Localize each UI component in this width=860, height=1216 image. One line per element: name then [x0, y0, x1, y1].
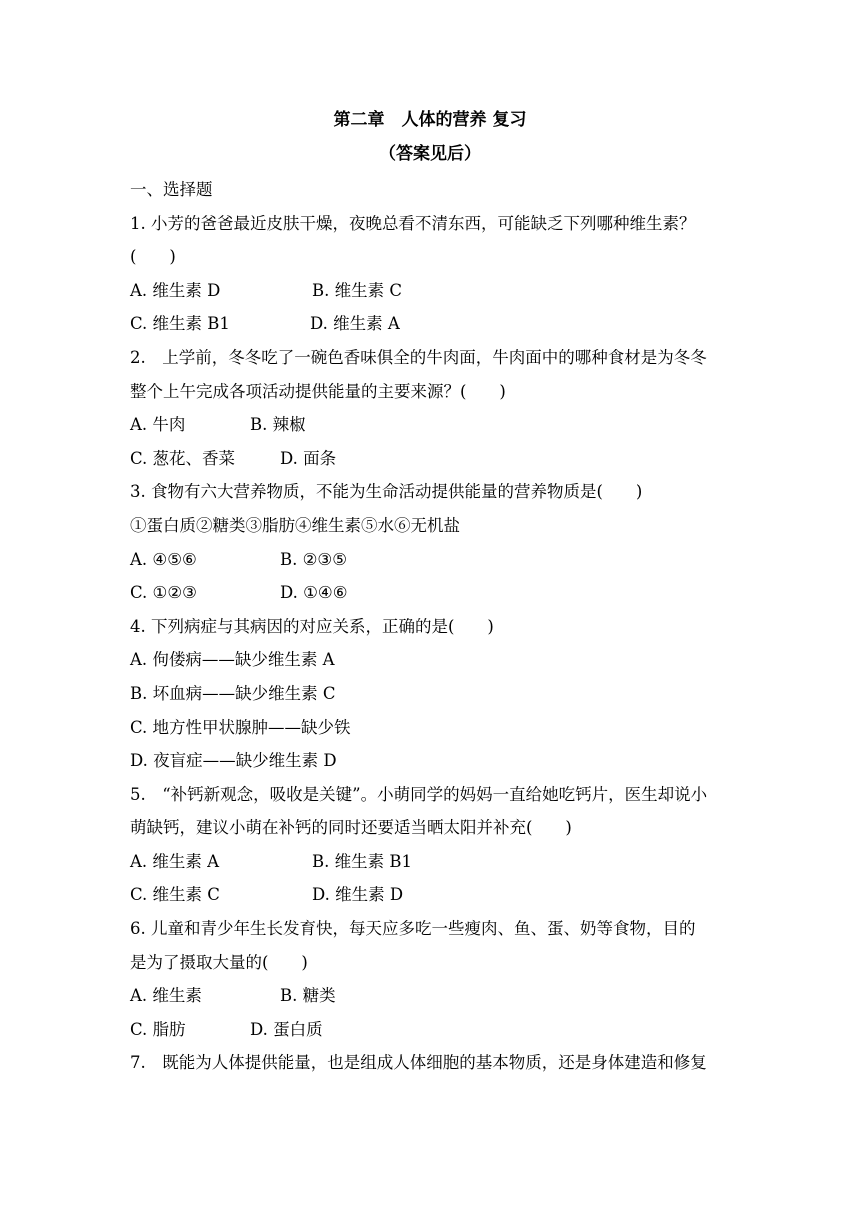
option-b: B. 维生素 C	[312, 280, 402, 300]
document-title: 第二章 人体的营养 复习	[333, 110, 527, 130]
option-c: C. 脂肪	[130, 1019, 186, 1039]
option-row	[130, 277, 740, 311]
question-stem: 是为了摄取大量的( )	[130, 952, 308, 972]
question-4	[130, 613, 740, 781]
option-row	[130, 310, 740, 344]
question-stem: 5. “补钙新观念，吸收是关键”。小萌同学的妈妈一直给她吃钙片，医生却说小	[130, 784, 708, 804]
option-d: D. 面条	[280, 448, 337, 468]
question-stem: ①蛋白质②糖类③脂肪④维生素⑤水⑥无机盐	[130, 515, 460, 535]
option-c: C. 维生素 B1	[130, 314, 230, 334]
question-stem: ( )	[130, 247, 176, 267]
question-stem: 2. 上学前，冬冬吃了一碗色香味俱全的牛肉面，牛肉面中的哪种食材是为冬冬	[130, 347, 707, 367]
option-a: A. 牛肉	[130, 415, 186, 435]
question-stem: 3. 食物有六大营养物质，不能为生命活动提供能量的营养物质是( )	[130, 482, 643, 502]
question-stem: 6. 儿童和青少年生长发育快，每天应多吃一些瘦肉、鱼、蛋、奶等食物，目的	[130, 919, 696, 939]
option-b: B. 辣椒	[250, 415, 306, 435]
option-row	[130, 546, 740, 580]
answer-note: （答案见后）	[379, 144, 481, 164]
document-body	[130, 176, 740, 1083]
option-b: B. 坏血病——缺少维生素 C	[130, 683, 336, 703]
option-row	[130, 848, 740, 882]
question-7	[130, 1049, 740, 1083]
option-d: D. ①④⑥	[280, 583, 348, 603]
option-c: C. 维生素 C	[130, 885, 220, 905]
option-d: D. 维生素 A	[310, 314, 400, 334]
question-5	[130, 781, 740, 915]
option-row	[130, 411, 740, 445]
option-a: A. 维生素 D	[130, 280, 221, 300]
option-d: D. 蛋白质	[250, 1019, 323, 1039]
option-row	[130, 982, 740, 1016]
question-stem: 萌缺钙，建议小萌在补钙的同时还要适当晒太阳并补充( )	[130, 818, 572, 838]
question-1	[130, 210, 740, 344]
option-b: B. 糖类	[280, 986, 336, 1006]
option-a: A. 佝偻病——缺少维生素 A	[130, 650, 335, 670]
option-d: D. 维生素 D	[312, 885, 404, 905]
question-stem: 4. 下列病症与其病因的对应关系，正确的是( )	[130, 616, 494, 636]
option-d: D. 夜盲症——缺少维生素 D	[130, 751, 337, 771]
question-stem: 1. 小芳的爸爸最近皮肤干燥，夜晚总看不清东西，可能缺乏下列哪种维生素？	[130, 213, 696, 233]
option-b: B. ②③⑤	[280, 549, 347, 569]
option-row	[130, 445, 740, 479]
section-heading: 一、选择题	[130, 180, 213, 199]
option-row	[130, 579, 740, 613]
option-b: B. 维生素 B1	[312, 851, 412, 871]
option-c: C. 葱花、香菜	[130, 448, 236, 468]
option-row	[130, 1016, 740, 1050]
question-stem: 整个上午完成各项活动提供能量的主要来源？( )	[130, 381, 506, 401]
option-c: C. 地方性甲状腺肿——缺少铁	[130, 717, 351, 737]
question-2	[130, 344, 740, 478]
option-row	[130, 881, 740, 915]
option-a: A. ④⑤⑥	[130, 549, 197, 569]
question-stem: 7. 既能为人体提供能量，也是组成人体细胞的基本物质，还是身体建造和修复	[130, 1053, 707, 1073]
option-a: A. 维生素	[130, 986, 202, 1006]
question-3	[130, 478, 740, 612]
question-6	[130, 915, 740, 1049]
option-c: C. ①②③	[130, 583, 197, 603]
option-a: A. 维生素 A	[130, 851, 220, 871]
